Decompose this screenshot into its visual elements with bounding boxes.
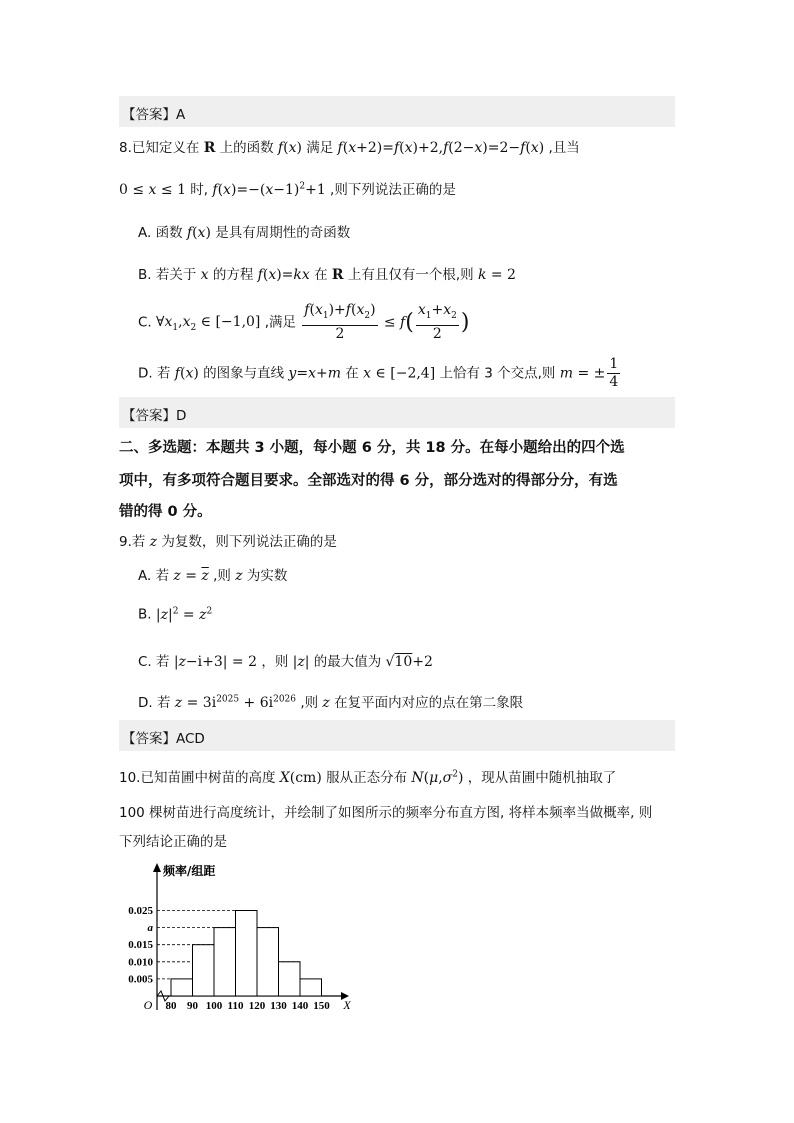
x-tick-label: 80 (165, 1000, 177, 1012)
histogram-bar (214, 928, 236, 996)
q10-text: 服从正态分布 (326, 770, 408, 786)
x-tick-label: 100 (205, 1000, 223, 1012)
y-axis-arrow (153, 863, 161, 872)
answer-band (119, 96, 675, 127)
option-text: 在 (345, 365, 359, 382)
option-text: 的方程 (212, 267, 254, 283)
x-tick-label: 150 (313, 1000, 330, 1012)
answer-band (119, 720, 675, 751)
option-text: ，则 (261, 654, 289, 670)
q9-option-c[interactable]: C. 若 |z−i+3| = 2 ，则 |z| 的最大值为 √10+2 (138, 654, 433, 670)
q9-text: 9.若 (119, 534, 146, 550)
y-tick-label: 0.015 (128, 939, 153, 952)
option-text: 上恰有 3 个交点,则 (439, 365, 556, 382)
q8-text: 满足 (306, 140, 334, 156)
q10-text-line: 100 棵树苗进行高度统计，并绘制了如图所示的频率分布直方图, 将样本频率当做概率, 则 (119, 805, 653, 821)
question-10-stem: 10.已知苗圃中树苗的高度 X(cm) 服从正态分布 $N(\mu,\sigma^2)$ ，现从苗圃中随机抽取了 (119, 769, 617, 786)
histogram-bar (300, 979, 322, 996)
section-heading: 二、多选题：本题共 3 小题，每小题 6 分，共 18 分。在每小题给出的四个选 (119, 440, 625, 456)
q8-text: ,且当 (548, 140, 580, 156)
answer-text: 【答案】ACD (122, 731, 205, 747)
option-text: 在 (314, 267, 328, 283)
option-text: ,则 (213, 568, 231, 584)
x-axis-label: X (343, 998, 351, 1012)
option-label: A. 若 (138, 568, 170, 584)
q9-option-b[interactable]: B. $|z|^2 = z^2$ (138, 606, 213, 623)
q8-option-d[interactable]: D. 若 f(x) 的图象与直线 y=x+m 在 x ∈ [−2,4] 上恰有 3 个交点,则 m = ± $\frac{1}{4}$ (138, 356, 619, 390)
y-tick-label: a (147, 922, 153, 935)
option-text: ,满足 (264, 314, 296, 331)
question-9-stem: 9.若 z 为复数，则下列说法正确的是 (119, 534, 337, 550)
q10-text-line: 下列结论正确的是 (119, 834, 227, 850)
section-heading: 错的得 0 分。 (119, 504, 212, 520)
q8-option-a[interactable]: A. 函数 f(x) 是具有周期性的奇函数 (138, 225, 351, 241)
option-label: B. (138, 606, 152, 623)
q8-text: 8.已知定义在 (119, 140, 200, 156)
option-text: 是具有周期性的奇函数 (215, 225, 351, 241)
y-tick-label: 0.005 (128, 973, 153, 986)
histogram-bar (257, 928, 279, 996)
option-label: D. 若 (138, 365, 171, 382)
x-tick-label: 90 (187, 1000, 198, 1012)
x-tick-label: 130 (270, 1000, 287, 1012)
option-label: B. 若关于 (138, 267, 197, 283)
option-label: C. 若 (138, 654, 170, 670)
question-8-stem-2: 0 ≤ x ≤ 1 时, $f(x)=-(x-1)^2+1$ ,则下列说法正确的是 (119, 181, 456, 198)
x-tick-label: 120 (248, 1000, 266, 1012)
q8-text: ,则下列说法正确的是 (330, 182, 456, 198)
q9-option-a[interactable]: A. 若 $z = \overline{z}$ ,则 z 为实数 (138, 568, 288, 584)
section-heading: 项中，有多项符合题目要求。全部选对的得 6 分，部分选对的得部分分，有选 (119, 473, 618, 489)
q9-text: 为复数，则下列说法正确的是 (161, 534, 337, 550)
question-8-stem: 8.已知定义在 R 上的函数 f(x) 满足 f(x+2)=f(x)+2,f(2−x)=2−f(x) ,且当 (119, 140, 580, 156)
option-text: 的图象与直线 (203, 365, 285, 382)
q8-text: 上的函数 (219, 140, 274, 156)
x-tick-label: 140 (291, 1000, 309, 1012)
histogram-bar (236, 911, 258, 997)
option-label: C. (138, 314, 157, 331)
frequency-histogram (115, 858, 355, 1013)
q8-text: 时, (190, 182, 209, 198)
q9-option-d[interactable]: D. 若 $z = 3i^{2025} + 6i^{2026}$ ,则 z 在复平面内对应的点在第二象限 (138, 694, 524, 711)
x-tick-label: 110 (227, 1000, 244, 1012)
option-text: 为实数 (246, 568, 288, 584)
y-tick-label: 0.025 (128, 905, 153, 917)
histogram-bar (171, 979, 193, 996)
q10-text: 10.已知苗圃中树苗的高度 (119, 770, 276, 786)
option-text: 上有且仅有一个根,则 (347, 267, 474, 283)
q8-option-b[interactable]: B. 若关于 x 的方程 f(x)=kx 在 R 上有且仅有一个根,则 k = 2 (138, 267, 516, 283)
option-text: ,则 (300, 695, 319, 711)
answer-band (119, 397, 675, 428)
histogram-bar (193, 945, 215, 996)
histogram-bar (279, 962, 301, 996)
option-label: A. 函数 (138, 225, 183, 241)
answer-text: 【答案】A (122, 107, 186, 123)
q10-text: ，现从苗圃中随机抽取了 (467, 770, 617, 786)
answer-text: 【答案】D (122, 408, 187, 424)
y-tick-label: 0.010 (128, 956, 153, 969)
q8-option-c[interactable]: C. $\forall x_1,x_2$ ∈ [−1,0] ,满足 $\frac{f(x_1)+f(x_2)}{2}$ ≤ f( $\frac{x_1+x_2}{2}$ ) (138, 302, 470, 342)
option-text: 的最大值为 (313, 654, 382, 670)
option-label: D. 若 (138, 695, 171, 711)
origin-label: O (143, 998, 153, 1012)
option-text: 在复平面内对应的点在第二象限 (334, 695, 524, 711)
y-axis-label: 频率/组距 (163, 864, 216, 878)
